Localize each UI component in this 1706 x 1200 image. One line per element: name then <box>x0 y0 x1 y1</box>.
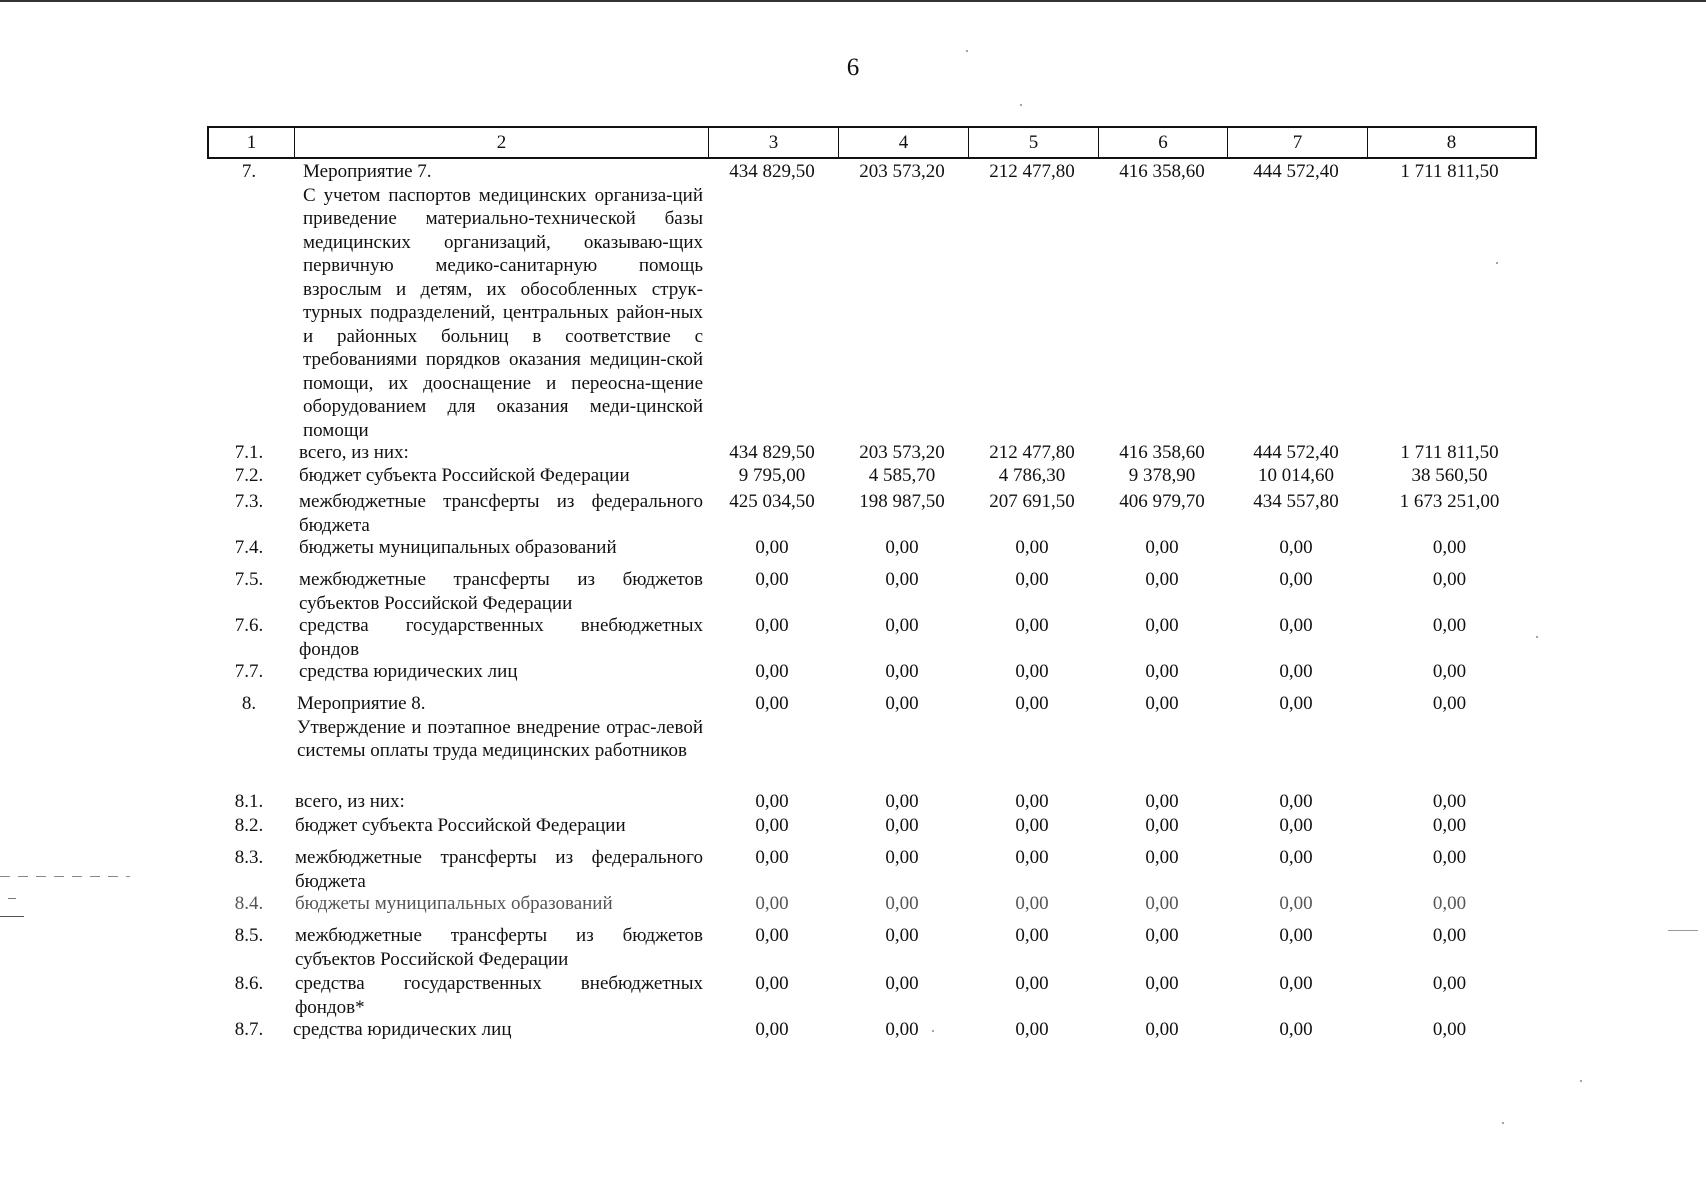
value-col-3: 0,00 <box>755 569 789 590</box>
value-col-7: 0,00 <box>1279 537 1313 558</box>
value-col-7: 0,00 <box>1279 925 1313 946</box>
value-col-4: 203 573,20 <box>859 442 945 463</box>
value-col-6: 0,00 <box>1145 693 1179 714</box>
value-col-5: 0,00 <box>1015 847 1049 868</box>
value-col-5: 0,00 <box>1015 815 1049 836</box>
value-col-7: 0,00 <box>1279 893 1313 914</box>
value-col-4: 0,00 <box>885 615 919 636</box>
page-number: 6 <box>846 54 860 81</box>
header-col-2: 2 <box>295 128 709 157</box>
row-label: Мероприятие 8. <box>297 693 426 714</box>
value-col-5: 0,00 <box>1015 893 1049 914</box>
value-col-6: 0,00 <box>1145 973 1179 994</box>
value-col-5: 0,00 <box>1015 693 1049 714</box>
value-col-6: 0,00 <box>1145 815 1179 836</box>
row-label: бюджеты муниципальных образований <box>295 893 613 914</box>
scan-mark <box>0 876 130 877</box>
value-col-6: 0,00 <box>1145 569 1179 590</box>
value-col-7: 0,00 <box>1279 847 1313 868</box>
value-col-5: 0,00 <box>1015 537 1049 558</box>
scan-speck <box>1580 1080 1582 1082</box>
table-row <box>207 692 1537 788</box>
value-col-8: 1 711 811,50 <box>1400 442 1499 463</box>
value-col-8: 0,00 <box>1432 973 1467 994</box>
value-col-5: 0,00 <box>1015 1019 1049 1040</box>
value-col-3: 0,00 <box>755 615 789 636</box>
value-col-3: 0,00 <box>755 791 789 812</box>
row-label: бюджет субъекта Российской Федерации <box>295 815 626 836</box>
value-col-7: 444 572,40 <box>1253 161 1339 182</box>
value-col-3: 9 795,00 <box>738 465 806 486</box>
scan-speck <box>966 50 968 52</box>
row-number: 8.5. <box>234 925 264 946</box>
row-number: 7.6. <box>234 615 264 636</box>
row-number: 7.1. <box>234 442 264 463</box>
value-col-4: 0,00 <box>885 569 919 590</box>
row-label: средства юридических лиц <box>293 1019 512 1040</box>
value-col-8: 1 673 251,00 <box>1399 491 1500 512</box>
scan-speck <box>1496 262 1498 264</box>
value-col-6: 0,00 <box>1145 893 1179 914</box>
value-col-4: 0,00 <box>885 973 919 994</box>
value-col-8: 0,00 <box>1432 693 1467 714</box>
scan-speck <box>1020 104 1022 106</box>
value-col-7: 0,00 <box>1279 615 1313 636</box>
value-col-3: 0,00 <box>755 693 789 714</box>
value-col-5: 0,00 <box>1015 973 1049 994</box>
value-col-4: 0,00 <box>885 893 919 914</box>
value-col-7: 434 557,80 <box>1253 491 1339 512</box>
row-number: 7.5. <box>234 569 264 590</box>
value-col-8: 1 711 811,50 <box>1400 161 1499 182</box>
value-col-4: 0,00 <box>885 815 919 836</box>
row-number: 7.3. <box>234 491 264 512</box>
row-label: Мероприятие 7. <box>303 161 432 182</box>
value-col-8: 0,00 <box>1432 847 1467 868</box>
value-col-5: 212 477,80 <box>989 442 1075 463</box>
value-col-8: 0,00 <box>1432 615 1467 636</box>
value-col-4: 0,00 <box>885 925 919 946</box>
value-col-3: 0,00 <box>755 847 789 868</box>
value-col-8: 0,00 <box>1432 925 1467 946</box>
value-col-7: 0,00 <box>1279 815 1313 836</box>
value-col-7: 0,00 <box>1279 661 1313 682</box>
scan-mark <box>0 916 24 917</box>
value-col-3: 434 829,50 <box>729 442 815 463</box>
row-description: Утверждение и поэтапное внедрение отрас-левой системы оплаты труда медицинских работников <box>297 716 703 761</box>
header-col-5: 5 <box>969 128 1099 157</box>
value-col-7: 0,00 <box>1279 1019 1313 1040</box>
row-label: межбюджетные трансферты из бюджетов субъектов Российской Федерации <box>299 569 703 614</box>
value-col-6: 0,00 <box>1145 615 1179 636</box>
value-col-4: 0,00 <box>885 1019 919 1040</box>
row-number: 8.3. <box>234 847 264 868</box>
value-col-6: 0,00 <box>1145 1019 1179 1040</box>
value-col-3: 0,00 <box>755 973 789 994</box>
value-col-5: 0,00 <box>1015 661 1049 682</box>
row-number: 7.7. <box>234 661 264 682</box>
value-col-3: 0,00 <box>755 815 789 836</box>
row-label: бюджет субъекта Российской Федерации <box>299 465 630 486</box>
value-col-6: 0,00 <box>1145 925 1179 946</box>
value-col-5: 4 786,30 <box>998 465 1066 486</box>
row-number: 7.4. <box>234 537 264 558</box>
value-col-6: 416 358,60 <box>1119 161 1205 182</box>
value-col-8: 0,00 <box>1432 815 1467 836</box>
value-col-6: 9 378,90 <box>1128 465 1196 486</box>
value-col-8: 0,00 <box>1432 569 1467 590</box>
value-col-3: 425 034,50 <box>729 491 815 512</box>
value-col-5: 0,00 <box>1015 925 1049 946</box>
header-col-7: 7 <box>1228 128 1368 157</box>
row-number: 7.2. <box>234 465 264 486</box>
table-row <box>207 160 1537 440</box>
value-col-8: 38 560,50 <box>1411 465 1488 486</box>
value-col-4: 203 573,20 <box>859 161 945 182</box>
value-col-6: 406 979,70 <box>1119 491 1205 512</box>
value-col-7: 10 014,60 <box>1258 465 1334 486</box>
row-label: межбюджетные трансферты из бюджетов субъектов Российской Федерации <box>295 925 703 970</box>
value-col-3: 0,00 <box>755 661 789 682</box>
value-col-5: 207 691,50 <box>989 491 1075 512</box>
scan-speck <box>932 1030 934 1032</box>
value-col-7: 0,00 <box>1279 693 1313 714</box>
value-col-4: 0,00 <box>885 693 919 714</box>
value-col-4: 0,00 <box>885 537 919 558</box>
value-col-8: 0,00 <box>1432 661 1467 682</box>
value-col-8: 0,00 <box>1432 893 1467 914</box>
value-col-3: 0,00 <box>755 893 789 914</box>
header-col-8: 8 <box>1446 132 1457 153</box>
row-number: 8.4. <box>234 893 264 914</box>
value-col-3: 0,00 <box>755 1019 789 1040</box>
value-col-5: 0,00 <box>1015 569 1049 590</box>
scan-speck <box>1502 1122 1504 1124</box>
row-number: 8.6. <box>234 973 264 994</box>
value-col-6: 0,00 <box>1145 847 1179 868</box>
row-number: 8.2. <box>234 815 264 836</box>
row-number: 8.1. <box>234 791 264 812</box>
row-label: бюджеты муниципальных образований <box>299 537 617 558</box>
value-col-4: 198 987,50 <box>859 491 945 512</box>
value-col-7: 0,00 <box>1279 791 1313 812</box>
value-col-4: 4 585,70 <box>868 465 936 486</box>
value-col-4: 0,00 <box>885 791 919 812</box>
row-description: С учетом паспортов медицинских организа-ций приведение материально-технической базы медицинских организаций, оказываю-щих первичную медико-санитарную помощь взрослым и детям, их обособленных струк-турных подразделений, центральных район-ных и районных больниц в соответствие с требованиями порядков оказания медицин-ской помощи, их дооснащение и переосна-щение оборудованием для оказания меди-цинской помощи <box>303 184 703 441</box>
header-col-6: 6 <box>1099 128 1228 157</box>
value-col-5: 0,00 <box>1015 791 1049 812</box>
row-number: 8. <box>241 693 257 714</box>
value-col-3: 0,00 <box>755 925 789 946</box>
value-col-3: 0,00 <box>755 537 789 558</box>
value-col-8: 0,00 <box>1432 537 1467 558</box>
value-col-6: 0,00 <box>1145 537 1179 558</box>
value-col-8: 0,00 <box>1432 791 1467 812</box>
value-col-5: 0,00 <box>1015 615 1049 636</box>
row-number: 8.7. <box>234 1019 264 1040</box>
row-number: 7. <box>241 161 257 182</box>
row-label: всего, из них: <box>295 791 405 812</box>
value-col-4: 0,00 <box>885 847 919 868</box>
scan-mark <box>1668 930 1698 931</box>
header-col-1: 1 <box>209 128 295 157</box>
value-col-3: 434 829,50 <box>729 161 815 182</box>
value-col-6: 416 358,60 <box>1119 442 1205 463</box>
row-label: средства юридических лиц <box>299 661 518 682</box>
table-header-row <box>207 126 1537 159</box>
value-col-6: 0,00 <box>1145 791 1179 812</box>
scan-mark <box>8 898 16 899</box>
row-label: межбюджетные трансферты из федерального бюджета <box>299 491 703 536</box>
value-col-4: 0,00 <box>885 661 919 682</box>
scan-speck <box>1536 636 1538 638</box>
row-label: межбюджетные трансферты из федерального бюджета <box>295 847 703 892</box>
header-col-4: 4 <box>839 128 969 157</box>
row-label: всего, из них: <box>299 442 409 463</box>
header-col-3: 3 <box>709 128 839 157</box>
value-col-7: 0,00 <box>1279 569 1313 590</box>
value-col-6: 0,00 <box>1145 661 1179 682</box>
row-label: средства государственных внебюджетных фондов <box>299 615 703 660</box>
scan-top-edge <box>0 0 1706 2</box>
row-label: средства государственных внебюджетных фондов* <box>295 973 703 1018</box>
value-col-8: 0,00 <box>1432 1019 1467 1040</box>
value-col-7: 444 572,40 <box>1253 442 1339 463</box>
value-col-5: 212 477,80 <box>989 161 1075 182</box>
value-col-7: 0,00 <box>1279 973 1313 994</box>
